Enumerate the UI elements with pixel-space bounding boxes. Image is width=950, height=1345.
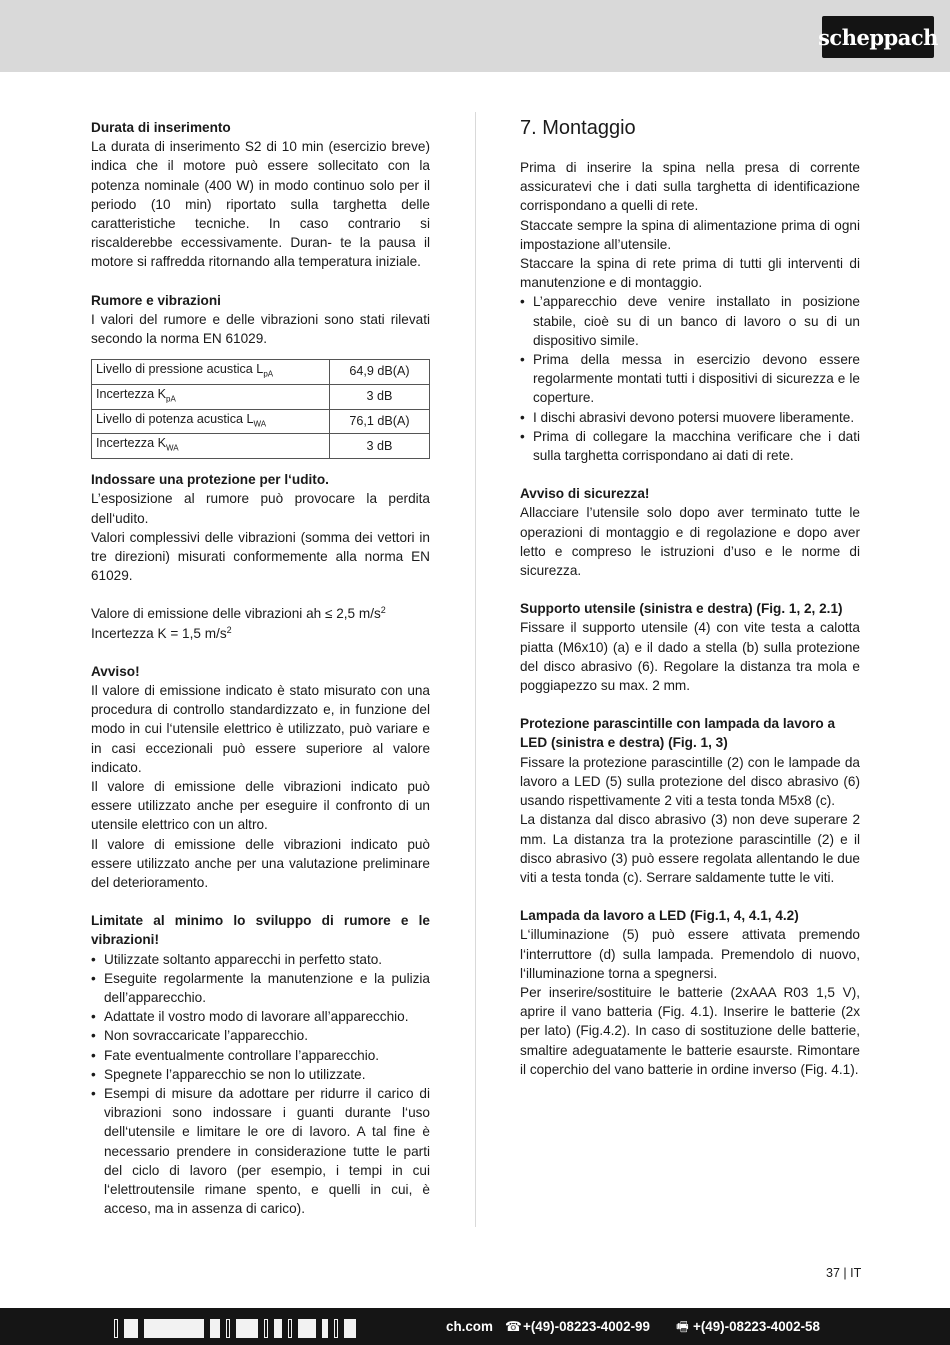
avviso-paragraph: Il valore di emissione delle vibrazioni indicato può essere utilizzato anche per eseguire il confronto di un utensile elettrico con un altro. — [91, 778, 430, 833]
protezione-heading: Protezione parascintille con lampada da lavoro a LED (sinistra e destra) (Fig. 1, 3) — [520, 716, 836, 751]
protezione-paragraph: Fissare la protezione parascintille (2) con le lampade da lavoro a LED (5) sulla protezione del disco abrasivo (6) usando rispettivamente 2 viti a testa tonda M5x8 (c). — [520, 754, 860, 809]
limitate-heading: Limitate al minimo lo sviluppo di rumore e le vibrazioni! — [91, 913, 430, 948]
rumore-text: I valori del rumore e delle vibrazioni sono stati rilevati secondo la norma EN 61029. — [91, 311, 430, 347]
list-item: • Non sovraccaricate l’apparecchio. — [91, 1026, 430, 1045]
list-item: • Utilizzate soltanto apparecchi in perfetto stato. — [91, 950, 430, 969]
lampada-paragraph: L‘illuminazione (5) può essere attivata premendo l‘interruttore (d) sulla lampada. Premendolo di nuovo, l‘illuminazione torna a spegnersi. — [520, 927, 860, 981]
scheppach-logo: scheppach — [822, 16, 934, 58]
intro-paragraph: Staccare la spina di rete prima di tutti gli interventi di manutenzione e di montaggio. — [520, 256, 860, 291]
table-value-cell: 3 dB — [330, 384, 430, 409]
noise-table — [91, 359, 430, 459]
protezione-udito-heading: Indossare una protezione per l‘udito. — [91, 472, 329, 488]
avviso-heading: Avviso! — [91, 663, 140, 679]
intro-paragraph: Prima di inserire la spina nella presa di corrente assicuratevi che i dati sulla targhetta di identificazione corrispondano a quelli di rete. — [520, 160, 860, 214]
durata-heading: Durata di inserimento — [91, 120, 231, 135]
limitate-list — [91, 950, 430, 1219]
table-label-cell: Incertezza $K_{pA}$ — [92, 384, 330, 409]
phone-icon: ☎ — [505, 1319, 522, 1334]
right-column — [520, 118, 860, 1079]
table-label-cell: Livello di pressione acustica $L_{pA}$ — [92, 360, 330, 385]
footer-fax: +(49)-08223-4002-58 — [693, 1319, 820, 1334]
lampada-heading: Lampada da lavoro a LED (Fig.1, 4, 4.1, 4.2) — [520, 908, 799, 924]
durata-text: La durata di inserimento S2 di 10 min (esercizio breve) indica che il motore può essere sollecitato con la potenza nominale (400 W) in modo continuo solo per il periodo (10 min) riportato sulla targhetta delle caratteristiche tecniche. In caso contrario si riscalderebbe eccessivamente. Duran- te la pausa il motore si raffredda ritornando alla temperatura iniziale. — [91, 139, 430, 270]
list-item: • Fate eventualmente controllare l’apparecchio. — [91, 1046, 430, 1065]
list-item: • Prima di collegare la macchina verificare che i dati sulla targhetta corrispondano ai dati di rete. — [520, 427, 860, 465]
lampada-paragraph: Per inserire/sostituire le batterie (2xAAA R03 1,5 V), aprire il vano batteria (Fig. 4.1). Inserire le batterie (2x per lato) (Fig.4.2). In caso di sostituzione delle batterie, smaltire adeguatamente le batterie esaurste. Rimontare il coperchio del vano batterie in ordine inverso (Fig. 4.1). — [520, 984, 860, 1077]
list-item: • Esempi di misure da adottare per ridurre il carico di vibrazioni sono indossare i guanti durante l‘uso dell‘utensile e limitare le ore di lavoro. A tal fine è necessario prendere in considerazione tutte le parti del ciclo di lavoro (per esempio, i tempi in cui l‘elettroutensile rimane spento, e quelli in cui, è acceso, ma in assenza di carico). — [91, 1084, 430, 1218]
table-label-cell: Incertezza $K_{WA}$ — [92, 434, 330, 459]
list-item: • Adattate il vostro modo di lavorare all’apparecchio. — [91, 1007, 430, 1026]
table-row — [92, 434, 430, 459]
list-item: • I dischi abrasivi devono potersi muovere liberamente. — [520, 408, 860, 427]
section-title: 7. Montaggio — [520, 117, 636, 139]
sicurezza-heading: Avviso di sicurezza! — [520, 486, 650, 502]
emissione-line: Valore di emissione delle vibrazioni ah ≤ 2,5 $m/s^2$ — [91, 605, 386, 622]
list-item: • L’apparecchio deve venire installato in posizione stabile, cioè su di un banco di lavoro o su di un dispositivo simile. — [520, 292, 860, 350]
table-value-cell: 64,9 dB(A) — [330, 360, 430, 385]
footer-graphic — [114, 1318, 444, 1338]
header-bar — [0, 0, 950, 72]
avviso-paragraph: Il valore di emissione delle vibrazioni indicato può essere utilizzato anche per una valutazione preliminare del deterioramento. — [91, 836, 430, 890]
table-value-cell: 3 dB — [330, 434, 430, 459]
table-row — [92, 360, 430, 385]
supporto-text: Fissare il supporto utensile (4) con vite testa a calotta piatta (M6x10) (a) e il dado a stella (b) sulla protezione del disco abrasivo (6). Regolare la distanza tra mola e poggiapezzo su max. 2 mm. — [520, 620, 860, 694]
incertezza-line: Incertezza K = 1,5 $m/s^2$ — [91, 624, 232, 641]
list-item: • Eseguite regolarmente la manutenzione e la pulizia dell’apparecchio. — [91, 969, 430, 1007]
table-value-cell: 76,1 dB(A) — [330, 409, 430, 434]
intro-list — [520, 292, 860, 465]
protezione-paragraph: La distanza dal disco abrasivo (3) non deve superare 2 mm. La distanza tra la protezione parascintille (2) e il disco abrasivo (3) può essere regolata allentando le due viti a testa tonda (c). Serrare saldamente tutte le viti. — [520, 812, 860, 885]
footer-bar — [0, 1308, 950, 1345]
footer-phone: +(49)-08223-4002-99 — [523, 1319, 650, 1334]
table-label-cell: Livello di potenza acustica $L_{WA}$ — [92, 409, 330, 434]
avviso-paragraph: Il valore di emissione indicato è stato misurato con una procedura di controllo standardizzato e, in funzione del modo in cui l‘utensile elettrico è utilizzato, può variare e in casi eccezionali può essere superiore al valore indicato. — [91, 682, 430, 775]
list-item: • Prima della messa in esercizio devono essere regolarmente montati tutti i dispositivi di sicurezza e le coperture. — [520, 350, 860, 408]
rumore-heading: Rumore e vibrazioni — [91, 292, 221, 308]
column-divider — [475, 112, 476, 1227]
fax-icon: 🖷 — [676, 1319, 689, 1334]
supporto-heading: Supporto utensile (sinistra e destra) (Fig. 1, 2, 2.1) — [520, 601, 843, 617]
footer-web: ch.com — [446, 1319, 493, 1334]
page-number: 37 | IT — [826, 1266, 862, 1280]
sicurezza-text: Allacciare l’utensile solo dopo aver terminato tutte le operazioni di montaggio e di regolazione e dopo aver letto e compreso le istruzioni d’uso e le norme di sicurezza. — [520, 505, 860, 579]
protezione-udito-text: L’esposizione al rumore può provocare la perdita dell‘udito. — [91, 491, 430, 526]
vibrazioni-text: Valori complessivi delle vibrazioni (somma dei vettori in tre direzioni) misurati conformemente alla norma EN 61029. — [91, 529, 430, 584]
left-column — [91, 118, 430, 1218]
list-item: • Spegnete l’apparecchio se non lo utilizzate. — [91, 1065, 430, 1084]
table-row — [92, 384, 430, 409]
intro-paragraph: Staccate sempre la spina di alimentazione prima di ogni impostazione all’utensile. — [520, 217, 860, 252]
table-row — [92, 409, 430, 434]
